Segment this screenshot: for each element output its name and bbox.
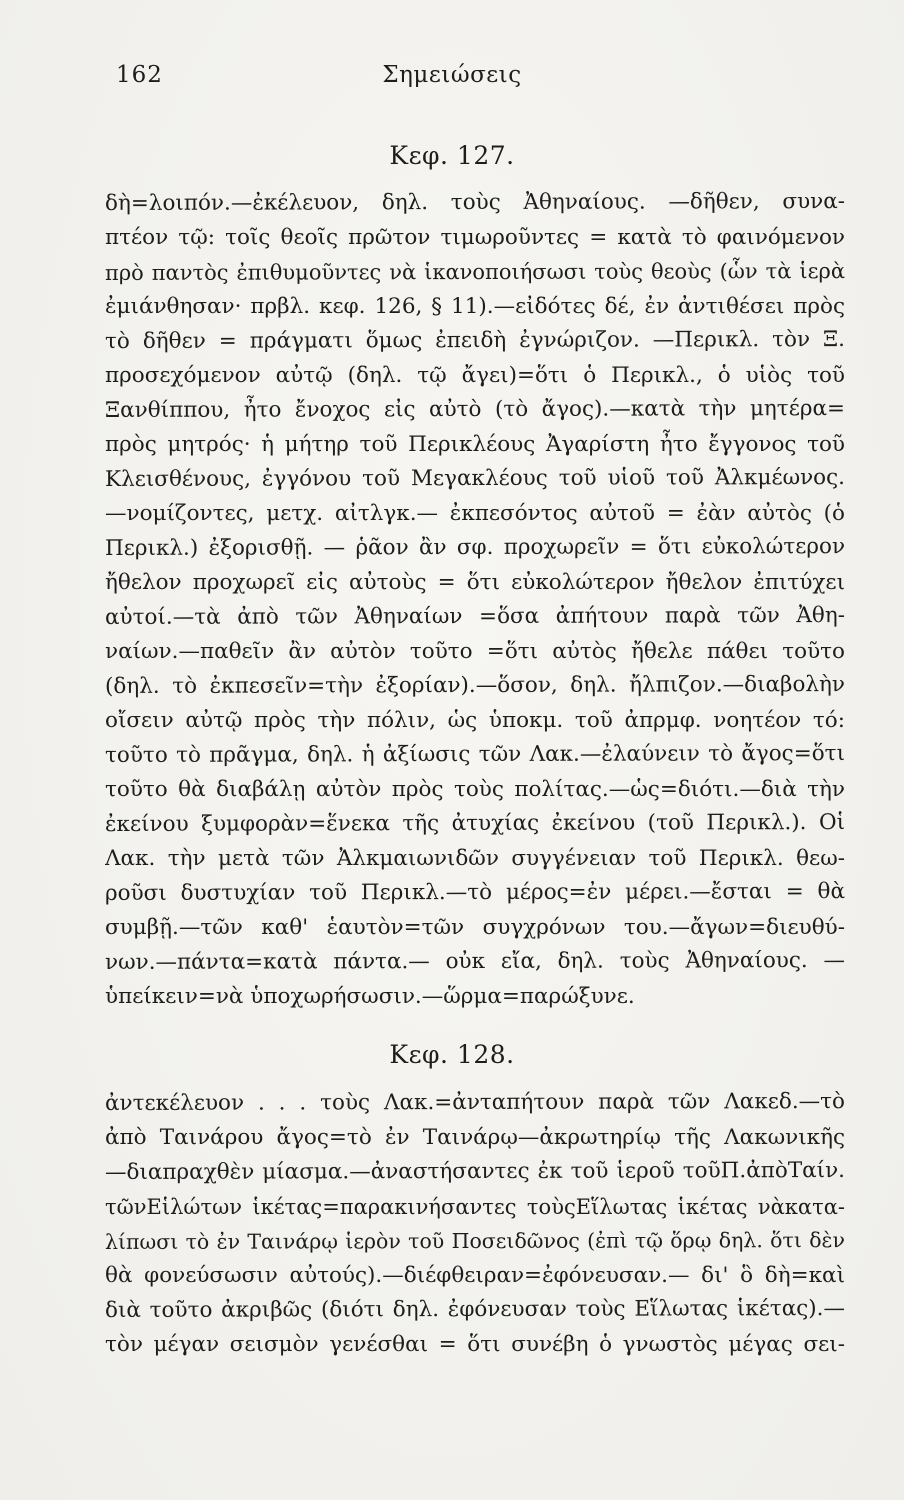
- text-line: (δηλ. τὸ ἐκπεσεῖν=τὴν ἐξορίαν).—ὅσον, δηλ. ἤλπιζον.—διαβολὴν: [104, 672, 846, 699]
- text-line: Περικλ.) ἐξορισθῇ. — ῥᾶον ἂν σφ. προχωρεῖν = ὅτι εὐκολώτερον: [104, 534, 846, 561]
- text-line: Ξανθίππου, ἦτο ἔνοχος εἰς αὐτὸ (τὸ ἄγος).—κατὰ τὴν μητέρα=: [104, 396, 846, 423]
- text-line: ναίων.—παθεῖν ἂν αὐτὸν τοῦτο =ὅτι αὐτὸς ἤθελε πάθει τοῦτο: [105, 638, 845, 664]
- text-line: τοῦτο τὸ πρᾶγμα, δηλ. ἡ ἀξίωσις τῶν Λακ.—ἐλαύνειν τὸ ἄγος=ὅτι: [104, 741, 846, 768]
- text-line: τοῦτο θὰ διαβάλῃ αὐτὸν πρὸς τοὺς πολίτας.—ὡς=διότι.—διὰ τὴν: [105, 776, 845, 802]
- text-line: πρὸ παντὸς ἐπιθυμοῦντες νὰ ἱκανοποιήσωσι τοὺς θεοὺς (ὧν τὰ ἱερὰ: [104, 259, 846, 285]
- text-line: δὴ=λοιπόν.—ἐκέλευον, δηλ. τοὺς Ἀθηναίους. —δῆθεν, συνα-: [104, 189, 846, 216]
- text-line: τὸ δῆθεν = πράγματι ὅμως ἐπειδὴ ἐγνώριζον. —Περικλ. τὸν Ξ.: [104, 327, 846, 354]
- text-line: ὑπείκειν=νὰ ὑποχωρήσωσιν.—ὥρμα=παρώξυνε.: [105, 983, 635, 1009]
- notes-block-127: [105, 186, 845, 1014]
- running-title: Σημειώσεις: [382, 62, 522, 88]
- chapter-heading-128: Κεφ. 128.: [389, 1040, 515, 1069]
- text-line: αὐτοί.—τὰ ἀπὸ τῶν Ἀθηναίων =ὅσα ἀπήτουν παρὰ τῶν Ἀθη-: [104, 603, 846, 630]
- text-line: πτέον τῷ: τοῖς θεοῖς πρῶτον τιμωροῦντες = κατὰ τὸ φαινόμενον: [105, 224, 845, 250]
- text-line: τῶνΕἱλώτων ἱκέτας=παρακινήσαντες τοὺςΕἵλωτας ἱκέτας νὰκατα-: [105, 1194, 845, 1219]
- chapter-heading-127: Κεφ. 127.: [389, 141, 515, 170]
- text-line: ἐκείνου ξυμφορὰν=ἕνεκα τῆς ἀτυχίας ἐκείνου (τοῦ Περικλ.). Οἱ: [104, 810, 846, 837]
- text-line: πρὸς μητρός· ἡ μήτηρ τοῦ Περικλέους Ἀγαρίστη ἦτο ἔγγονος τοῦ: [105, 431, 845, 457]
- text-line: προσεχόμενον αὐτῷ (δηλ. τῷ ἄγει)=ὅτι ὁ Περικλ., ὁ υἱὸς τοῦ: [105, 362, 845, 388]
- text-line: θὰ φονεύσωσιν αὐτούς).—διέφθειραν=ἐφόνευσαν.— δι' ὃ δὴ=καὶ: [105, 1262, 845, 1288]
- page-number: 162: [116, 62, 163, 88]
- text-line: ἀντεκέλευον . . . τοὺς Λακ.=ἀνταπήτουν παρὰ τῶν Λακεδ.—τὸ: [104, 1089, 846, 1116]
- text-line: ἀπὸ Ταινάρου ἄγος=τὸ ἐν Ταινάρῳ—ἀκρωτηρίῳ τῆς Λακωνικῆς: [105, 1124, 845, 1150]
- text-line: ἤθελον προχωρεῖ εἰς αὐτοὺς = ὅτι εὐκολώτερον ἤθελον ἐπιτύχει: [105, 569, 845, 595]
- text-line: λίπωσι τὸ ἐν Ταινάρῳ ἱερὸν τοῦ Ποσειδῶνος (ἐπὶ τῷ ὅρῳ δηλ. ὅτι δὲν: [104, 1228, 846, 1254]
- text-line: ἐμιάνθησαν· πρβλ. κεφ. 126, § 11).—εἰδότες δέ, ἐν ἀντιθέσει πρὸς: [105, 293, 845, 319]
- text-line: —νομίζοντες, μετχ. αἰτλγκ.— ἐκπεσόντος αὐτοῦ = ἐὰν αὐτὸς (ὁ: [105, 500, 845, 526]
- text-line: συμβῇ.—τῶν καθ' ἑαυτὸν=τῶν συγχρόνων του.—ἄγων=διευθύ-: [105, 914, 845, 940]
- text-line: Κλεισθένους, ἐγγόνου τοῦ Μεγακλέους τοῦ υἱοῦ τοῦ Ἀλκμέωνος.: [104, 465, 846, 492]
- text-line: Λακ. τὴν μετὰ τῶν Ἀλκμαιωνιδῶν συγγένειαν τοῦ Περικλ. θεω-: [105, 845, 845, 871]
- notes-block-128: [105, 1086, 845, 1362]
- text-line: ροῦσι δυστυχίαν τοῦ Περικλ.—τὸ μέρος=ἐν μέρει.—ἔσται = θὰ: [104, 879, 846, 906]
- text-line: —διαπραχθὲν μίασμα.—ἀναστήσαντες ἐκ τοῦ ἱεροῦ τοῦΠ.ἀπὸΤαίν.: [104, 1158, 846, 1185]
- text-line: τὸν μέγαν σεισμὸν γενέσθαι = ὅτι συνέβη ὁ γνωστὸς μέγας σει-: [105, 1331, 845, 1357]
- running-head: [0, 62, 904, 96]
- text-line: διὰ τοῦτο ἀκριβῶς (διότι δηλ. ἐφόνευσαν τοὺς Εἵλωτας ἱκέτας).—: [104, 1296, 846, 1323]
- text-line: νων.—πάντα=κατὰ πάντα.— οὐκ εἴα, δηλ. τοὺς Ἀθηναίους. —: [104, 948, 846, 975]
- text-line: οἴσειν αὐτῷ πρὸς τὴν πόλιν, ὡς ὑποκμ. τοῦ ἀπρμφ. νοητέον τό:: [105, 707, 845, 733]
